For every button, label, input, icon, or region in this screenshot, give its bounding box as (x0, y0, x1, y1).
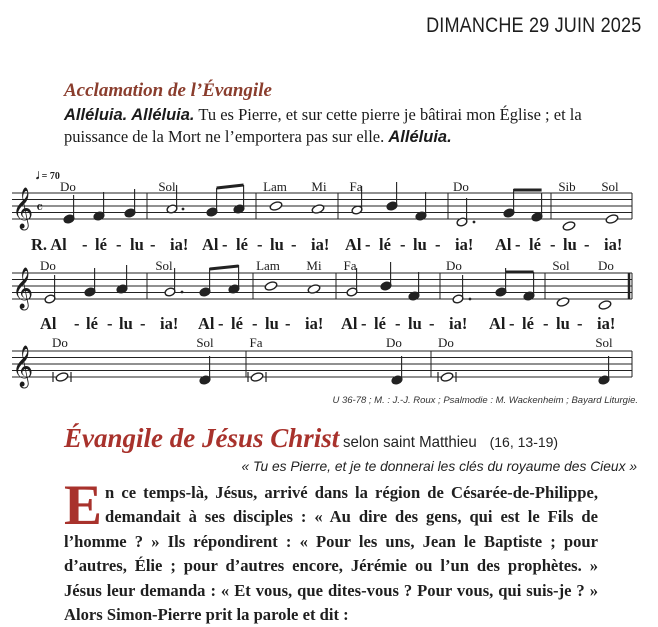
acclamation-title: Acclamation de l’Évangile (64, 80, 272, 101)
lyric-syllable: - (543, 314, 549, 333)
lyric-syllable: - (82, 235, 88, 254)
lyric-syllable: lé (529, 235, 541, 254)
chord-symbol: Do (446, 258, 462, 273)
alleluia-open: Alléluia. Alléluia. (64, 106, 195, 124)
lyric-syllable: Al (495, 235, 512, 254)
lyric-syllable: - (74, 314, 80, 333)
chord-symbol: Do (40, 258, 56, 273)
chord-symbol: Do (438, 335, 454, 350)
page-date-header: DIMANCHE 29 JUIN 2025 (425, 14, 641, 37)
lyric-syllable: Al (40, 314, 57, 333)
treble-clef-icon: 𝄞 (12, 346, 34, 387)
lyric-syllable: R. Al (31, 235, 67, 254)
lyric-syllable: - (140, 314, 146, 333)
lyric-syllable: ia! (449, 314, 468, 333)
lyric-syllable: - (150, 235, 156, 254)
chord-symbol: Sol (601, 179, 619, 194)
treble-clef-icon: 𝄞 (12, 188, 34, 229)
lyric-syllable: ia! (604, 235, 623, 254)
lyric-syllable: ia! (160, 314, 179, 333)
note-head (556, 297, 570, 308)
lyric-syllable: - (550, 235, 556, 254)
treble-clef-icon: 𝄞 (12, 268, 34, 309)
note-dot (473, 221, 476, 224)
lyric-syllable: lé (95, 235, 107, 254)
lyric-syllable: - (285, 314, 291, 333)
lyric-syllable: lé (231, 314, 243, 333)
note-head (598, 300, 612, 311)
lyric-syllable: lu (413, 235, 427, 254)
lyric-syllable: - (365, 235, 371, 254)
lyric-syllable: Al (198, 314, 215, 333)
note-head (55, 372, 69, 383)
lyric-syllable: - (361, 314, 367, 333)
lyric-syllable: lu (408, 314, 422, 333)
chord-symbol: Fa (343, 258, 357, 273)
chord-symbol: Mi (311, 179, 327, 194)
chord-symbol: Sib (558, 179, 576, 194)
lyric-syllable: - (257, 235, 263, 254)
acclamation-verse: Tu es Pierre, et sur cette pierre je bâtirai mon Église ; et la puissance de la Mort ne l’emportera pas sur elle. (64, 105, 582, 146)
chord-symbol: Lam (263, 179, 287, 194)
common-time-icon: 𝄴 (36, 198, 44, 217)
lyric-syllable: lé (379, 235, 391, 254)
lyric-syllable: - (252, 314, 258, 333)
lyric-syllable: Al (345, 235, 362, 254)
lyric-syllable: ia! (170, 235, 189, 254)
chord-symbol: Sol (196, 335, 214, 350)
note-dot (182, 208, 185, 211)
note-head (562, 221, 576, 232)
lyric-syllable: lé (522, 314, 534, 333)
chord-symbol: Do (52, 335, 68, 350)
lyric-syllable: - (577, 314, 583, 333)
gospel-title-main: Évangile de Jésus Christ (64, 423, 340, 453)
gospel-reference: (16, 13-19) (489, 434, 559, 450)
lyric-syllable: - (107, 314, 113, 333)
tempo-mark: 𝅗𝅥 = 70 (36, 171, 60, 182)
chord-symbol: Do (386, 335, 402, 350)
chord-symbol: Mi (306, 258, 322, 273)
music-credit: U 36-78 ; M. : J.-J. Roux ; Psalmodie : M. Wackenheim ; Bayard Liturgie. (332, 395, 638, 406)
gospel-subtitle: selon saint Matthieu (343, 434, 478, 451)
gospel-quote: « Tu es Pierre, et je te donnerai les clés du royaume des Cieux » (241, 459, 637, 474)
lyric-syllable: - (218, 314, 224, 333)
lyric-syllable: lu (270, 235, 284, 254)
gospel-text: n ce temps-là, Jésus, arrivé dans la région de Césarée-de-Philippe, demandait à ses disciples : « Au dire des gens, qui est le Fils de l’homme ? » Ils répondirent : « Pour les uns, Jean le Baptiste ; pour d’autres, Élie ; pour d’autres encore, Jérémie ou l’un des prophètes. » Jésus leur demanda : « Et vous, que dites-vous ? Pour vous, qui suis-je ? » Alors Simon-Pierre prit la parole et dit : (64, 483, 598, 625)
chord-symbol: Lam (256, 258, 280, 273)
note-head (440, 372, 454, 383)
lyric-syllable: Al (202, 235, 219, 254)
note-head (269, 201, 283, 212)
chord-symbol: Do (598, 258, 614, 273)
lyric-syllable: - (400, 235, 406, 254)
alleluia-close: Alléluia. (388, 128, 452, 146)
chord-symbol: Fa (349, 179, 363, 194)
lyric-syllable: ia! (305, 314, 324, 333)
chord-symbol: Sol (552, 258, 570, 273)
lyric-syllable: lé (374, 314, 386, 333)
note-head (605, 214, 619, 225)
lyric-syllable: - (395, 314, 401, 333)
gospel-body (64, 474, 598, 627)
drop-cap: E (64, 474, 103, 537)
chord-symbol: Sol (595, 335, 613, 350)
note-beam (217, 185, 244, 188)
lyric-syllable: - (435, 235, 441, 254)
chord-symbol: Fa (249, 335, 263, 350)
lyric-syllable: ia! (455, 235, 474, 254)
lyric-syllable: lé (86, 314, 98, 333)
lyric-syllable: lu (563, 235, 577, 254)
lyric-syllable: - (429, 314, 435, 333)
gospel-title (64, 423, 558, 454)
lyric-syllable: Al (341, 314, 358, 333)
chord-symbol: Sol (155, 258, 173, 273)
lyric-syllable: ia! (597, 314, 616, 333)
note-head (264, 281, 278, 292)
chord-symbol: Sol (158, 179, 176, 194)
lyric-syllable: - (584, 235, 590, 254)
lyric-syllable: lu (556, 314, 570, 333)
chord-symbol: Do (453, 179, 469, 194)
lyric-syllable: Al (489, 314, 506, 333)
note-head (250, 372, 264, 383)
lyric-syllable: - (116, 235, 122, 254)
note-dot (181, 291, 184, 294)
lyric-syllable: lé (236, 235, 248, 254)
lyric-syllable: - (509, 314, 515, 333)
note-dot (469, 298, 472, 301)
lyric-syllable: - (291, 235, 297, 254)
lyric-syllable: - (515, 235, 521, 254)
chord-symbol: Do (60, 179, 76, 194)
lyric-syllable: lu (119, 314, 133, 333)
lyric-syllable: - (222, 235, 228, 254)
lyric-syllable: lu (265, 314, 279, 333)
lyric-syllable: lu (130, 235, 144, 254)
note-beam (210, 266, 239, 269)
lyric-syllable: ia! (311, 235, 330, 254)
